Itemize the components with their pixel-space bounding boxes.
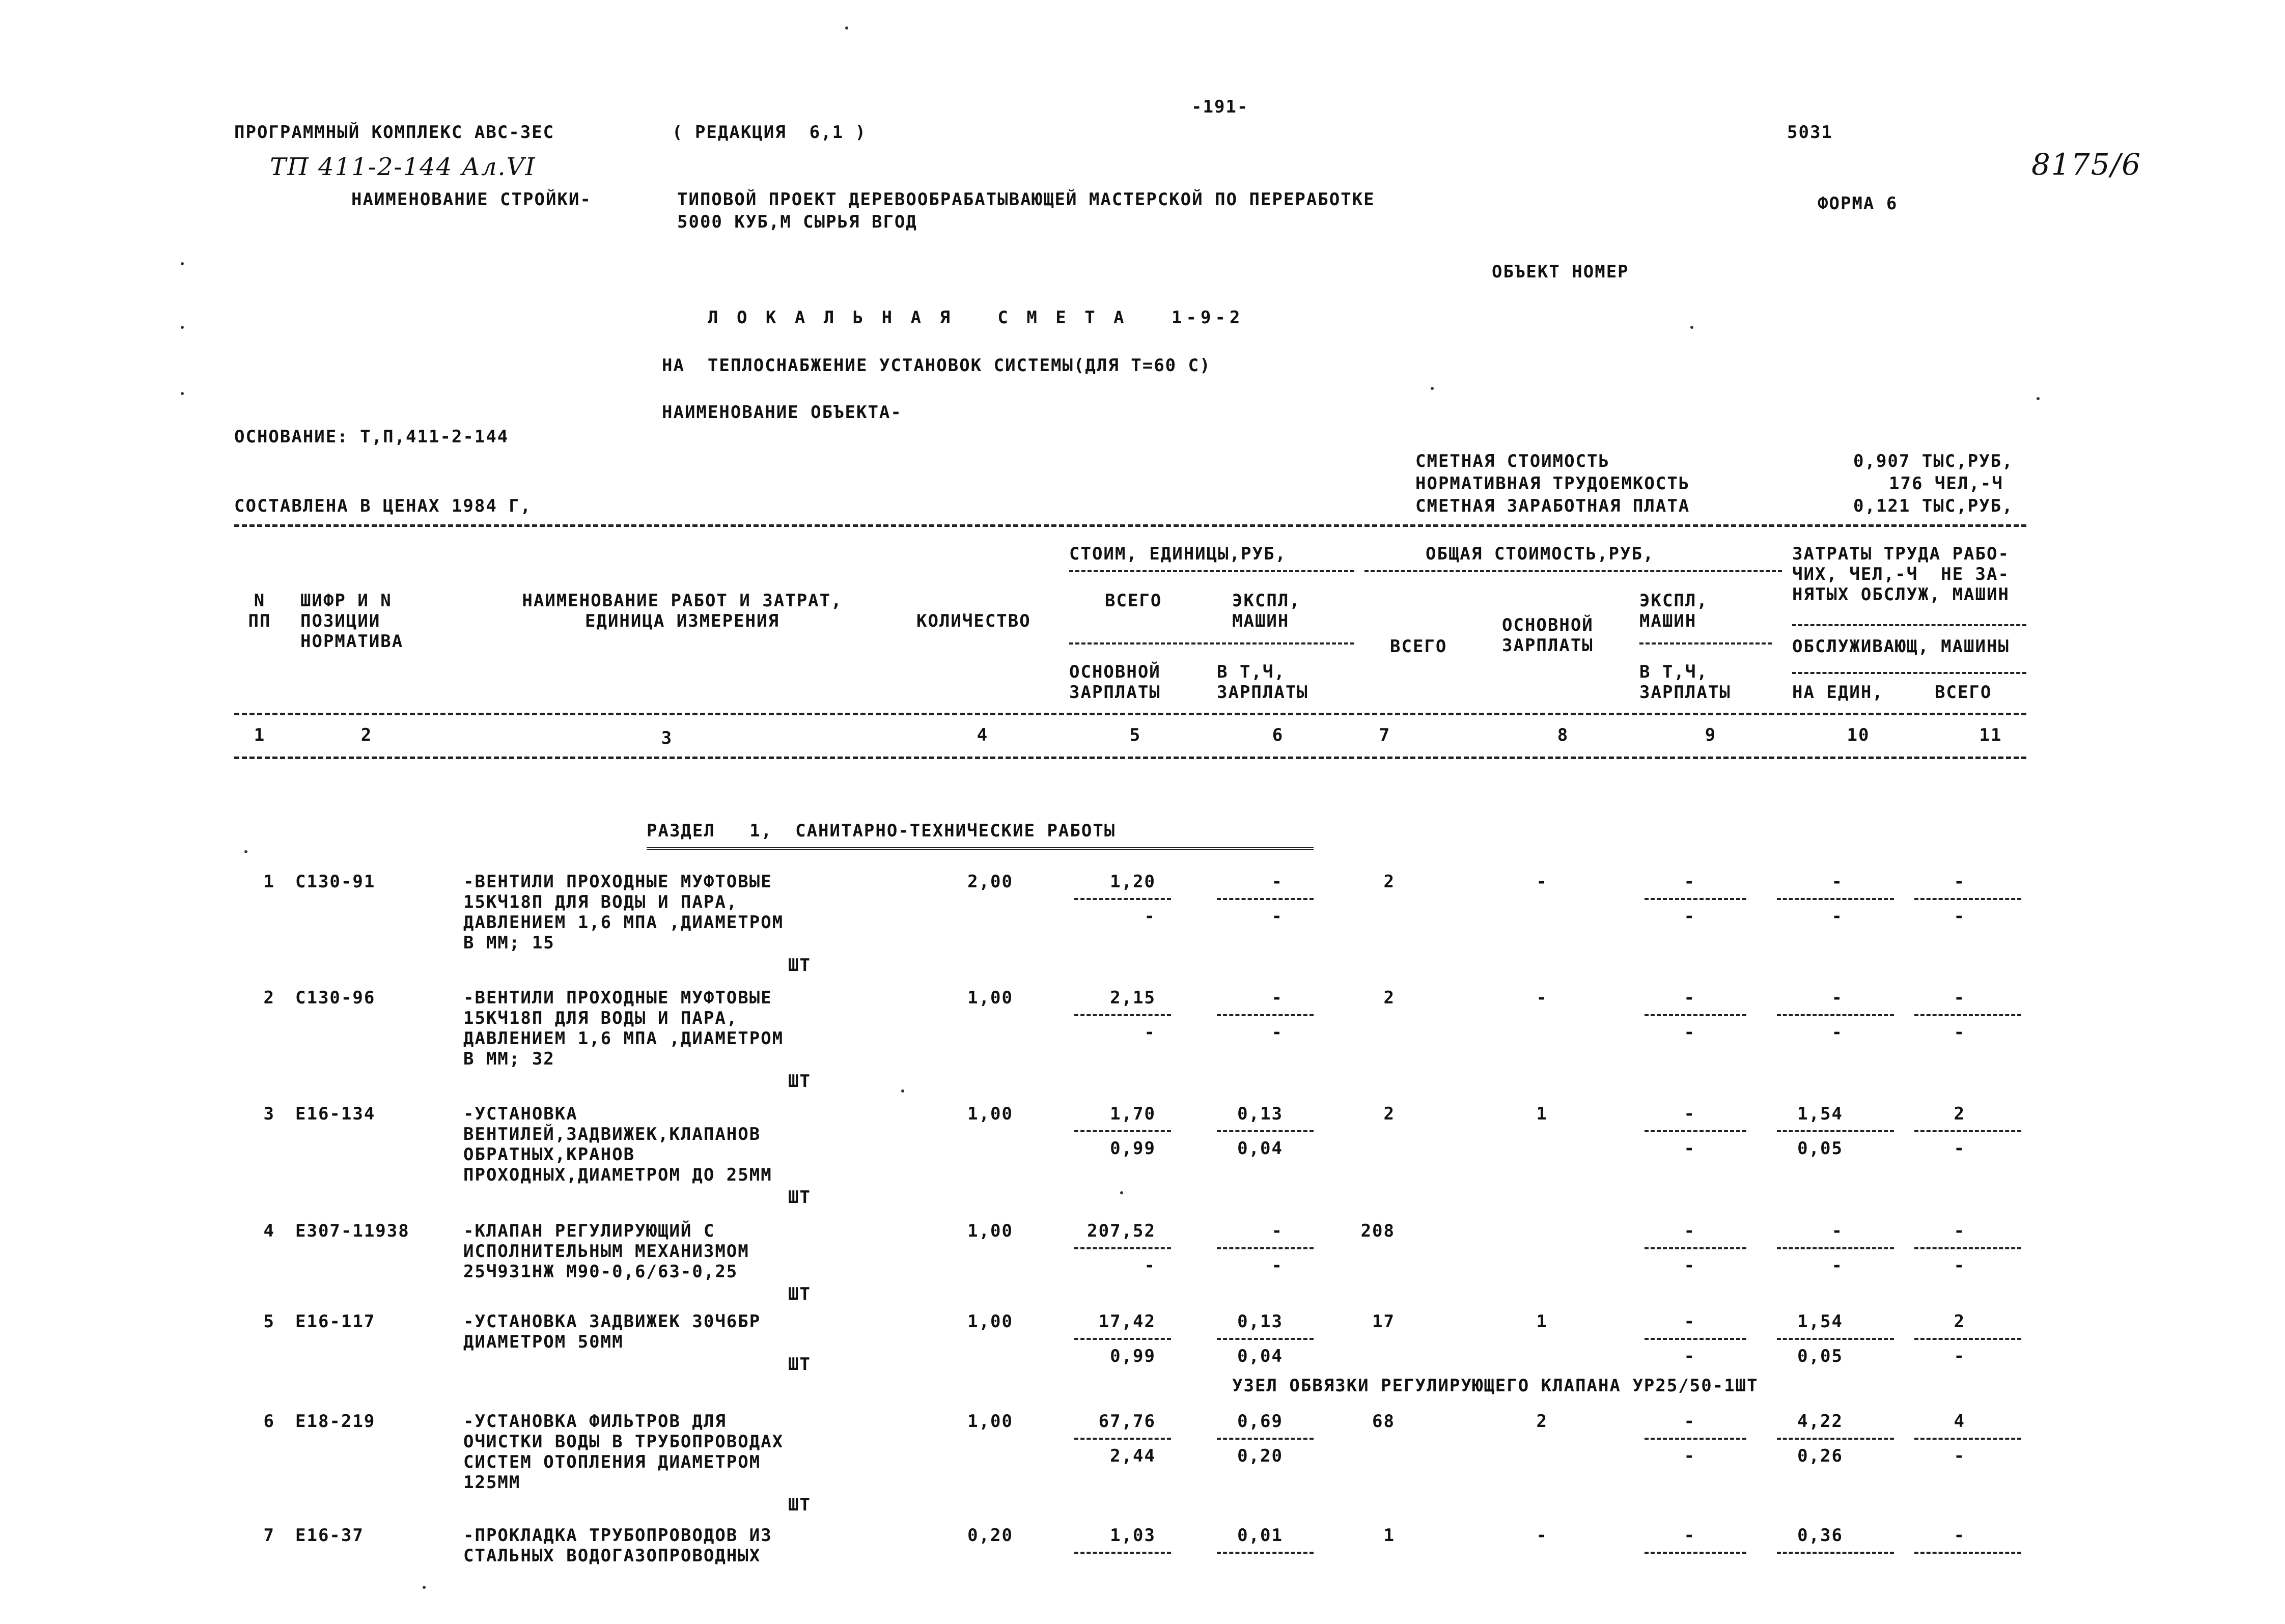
col-number-4: 4 [977,725,989,745]
table-numbers-rule [234,757,2026,759]
row-total-base: 2 [1536,1411,1548,1432]
row-quantity: 1,00 [967,1311,1013,1332]
scan-speck [181,392,184,395]
col-number-7: 7 [1379,725,1391,745]
handwritten-right: 8175/6 [2031,147,2142,182]
construction-line1: ТИПОВОЙ ПРОЕКТ ДЕРЕВООБРАБАТЫВАЮЩЕЙ МАСТЕРСКОЙ ПО ПЕРЕРАБОТКЕ [677,189,1375,210]
row-total-base: 1 [1536,1311,1548,1332]
row-name: -ПРОКЛАДКА ТРУБОПРОВОДОВ ИЗ СТАЛЬНЫХ ВОДОГАЗОПРОВОДНЫХ [463,1525,772,1566]
cell-divider [1074,1338,1171,1340]
program-name: ПРОГРАММНЫЙ КОМПЛЕКС АВС-3ЕС [234,122,555,143]
cell-divider [1645,898,1746,900]
divider [1792,624,2026,626]
col-header-qty: КОЛИЧЕСТВО [916,611,1031,631]
row-total-base: - [1536,988,1548,1008]
scan-speck [181,326,184,329]
row-total: 208 [1360,1221,1395,1241]
row-total-machines: - [1684,872,1695,892]
cell-divider [1914,1438,2021,1440]
col-number-2: 2 [360,725,373,745]
row-quantity: 0,20 [967,1525,1013,1546]
col-header-labor-unit: НА ЕДИН, [1792,682,1884,703]
row-unit-machines: - [1271,988,1283,1008]
row-unit-base-wage: 0,99 [1110,1346,1156,1366]
row-total: 2 [1383,988,1395,1008]
row-unit-base-wage: - [1144,1022,1156,1043]
row-labor-unit: - [1831,1221,1843,1241]
row-code: С130-91 [295,872,376,892]
divider [1639,642,1772,645]
row-number: 1 [263,872,275,892]
row-labor-unit-b: - [1831,1022,1843,1043]
scan-speck [1431,387,1434,390]
row-labor-total-b: - [1954,1022,1965,1043]
scan-speck [2037,397,2040,400]
cell-divider [1074,1438,1171,1440]
row-labor-total-b: - [1954,1138,1965,1159]
col-header-total-mach: ЭКСПЛ, МАШИН [1639,591,1708,631]
scan-speck [1120,1191,1123,1194]
row-unit: ШТ [788,1187,811,1208]
totals-value-1: 0,907 ТЫС,РУБ, [1853,451,2014,471]
cell-divider [1914,1247,2021,1249]
cell-divider [1645,1014,1746,1016]
scan-speck [181,262,184,265]
edition: ( РЕДАКЦИЯ 6,1 ) [672,122,867,143]
row-labor-total: 2 [1954,1311,1965,1332]
row-number: 6 [263,1411,275,1432]
col-header-n: N ПП [248,591,271,631]
code-right: 5031 [1787,122,1833,143]
cell-divider [1074,1552,1171,1554]
col-header-unit-mach: ЭКСПЛ, МАШИН [1232,591,1301,631]
cell-divider [1777,1438,1894,1440]
row-quantity: 1,00 [967,1104,1013,1124]
row-unit-incl-wage: 0,04 [1237,1138,1283,1159]
col-number-8: 8 [1557,725,1569,745]
row-labor-total: - [1954,872,1965,892]
row-total: 2 [1383,1104,1395,1124]
row-unit-total: 67,76 [1098,1411,1156,1432]
cell-divider [1217,1338,1314,1340]
row-labor-total: - [1954,1525,1965,1546]
row-total: 17 [1372,1311,1395,1332]
row-unit-machines: - [1271,872,1283,892]
row-labor-total: - [1954,988,1965,1008]
col-number-10: 10 [1847,725,1870,745]
row-name: -КЛАПАН РЕГУЛИРУЮЩИЙ С ИСПОЛНИТЕЛЬНЫМ МЕХАНИЗМОМ 25Ч931НЖ М90-0,6/63-0,25 [463,1221,749,1282]
row-total-machines: - [1684,988,1695,1008]
object-number: ОБЪЕКТ НОМЕР [1492,262,1629,282]
cell-divider [1777,898,1894,900]
cell-divider [1217,1014,1314,1016]
row-unit: ШТ [788,1354,811,1375]
cell-divider [1777,1014,1894,1016]
cell-divider [1217,1552,1314,1554]
row-labor-total-b: - [1954,1446,1965,1466]
cell-divider [1217,1438,1314,1440]
row-unit-incl-wage: - [1271,1022,1283,1043]
row-labor-unit: 1,54 [1797,1311,1843,1332]
section-underline [647,847,1314,852]
col-header-total-all: ВСЕГО [1390,636,1447,657]
row-unit-machines: 0,69 [1237,1411,1283,1432]
cell-divider [1074,1247,1171,1249]
row-unit-base-wage: - [1144,1255,1156,1276]
col-header-total-incl: В Т,Ч, ЗАРПЛАТЫ [1639,662,1731,703]
col-number-9: 9 [1705,725,1717,745]
col-number-5: 5 [1129,725,1141,745]
cell-divider [1074,1130,1171,1132]
col-header-unit-incl: В Т,Ч, ЗАРПЛАТЫ [1217,662,1308,703]
col-header-unit-total: ВСЕГО [1105,591,1162,611]
row-number: 3 [263,1104,275,1124]
divider [1069,642,1354,645]
row-quantity: 1,00 [967,1221,1013,1241]
cell-divider [1645,1438,1746,1440]
row-quantity: 2,00 [967,872,1013,892]
row-unit-total: 1,70 [1110,1104,1156,1124]
cell-divider [1914,1338,2021,1340]
row-labor-total-b: - [1954,1255,1965,1276]
col-number-1: 1 [254,725,266,745]
row-labor-unit: - [1831,988,1843,1008]
row-labor-unit: 4,22 [1797,1411,1843,1432]
row-name: -УСТАНОВКА ЗАДВИЖЕК 30Ч6БР ДИАМЕТРОМ 50ММ [463,1311,761,1352]
scan-speck [423,1586,426,1589]
row-total-incl-wage: - [1684,1138,1695,1159]
col-header-name: НАИМЕНОВАНИЕ РАБОТ И ЗАТРАТ, ЕДИНИЦА ИЗМЕРЕНИЯ [522,591,843,631]
col-number-3: 3 [661,728,673,748]
scan-speck [1690,326,1693,329]
row-unit: ШТ [788,1284,811,1304]
cell-divider [1217,1247,1314,1249]
row-code: Е18-219 [295,1411,376,1432]
divider [1792,672,2026,674]
row-total-incl-wage: - [1684,1446,1695,1466]
row-number: 7 [263,1525,275,1546]
row-labor-unit-b: 0,05 [1797,1346,1843,1366]
cell-divider [1914,898,2021,900]
row-total: 1 [1383,1525,1395,1546]
row-unit-base-wage: 2,44 [1110,1446,1156,1466]
row-unit-base-wage: 0,99 [1110,1138,1156,1159]
estimate-title: Л О К А Л Ь Н А Я С М Е Т А 1-9-2 [708,307,1244,328]
cell-divider [1777,1552,1894,1554]
row-unit-total: 17,42 [1098,1311,1156,1332]
row-total-incl-wage: - [1684,906,1695,927]
totals-label-2: НОРМАТИВНАЯ ТРУДОЕМКОСТЬ [1415,473,1690,494]
row-unit-incl-wage: - [1271,906,1283,927]
form-label: ФОРМА 6 [1818,193,1898,214]
totals-label-3: СМЕТНАЯ ЗАРАБОТНАЯ ПЛАТА [1415,496,1690,516]
totals-label-1: СМЕТНАЯ СТОИМОСТЬ [1415,451,1610,471]
row-unit-machines: 0,01 [1237,1525,1283,1546]
col-header-total-base: ОСНОВНОЙ ЗАРПЛАТЫ [1502,615,1594,656]
cell-divider [1217,898,1314,900]
row-total-incl-wage: - [1684,1255,1695,1276]
handwritten-left: ТП 411-2-144 Ал.VI [270,153,536,181]
cell-divider [1777,1247,1894,1249]
row-total-machines: - [1684,1104,1695,1124]
row-total-machines: - [1684,1311,1695,1332]
prices-note: СОСТАВЛЕНА В ЦЕНАХ 1984 Г, [234,496,532,516]
col-header-total-cost: ОБЩАЯ СТОИМОСТЬ,РУБ, [1426,544,1655,564]
row-unit: ШТ [788,955,811,975]
row-labor-total-b: - [1954,1346,1965,1366]
node-note: УЗЕЛ ОБВЯЗКИ РЕГУЛИРУЮЩЕГО КЛАПАНА УР25/50-1ШТ [1232,1376,1759,1396]
cell-divider [1777,1338,1894,1340]
row-total-machines: - [1684,1525,1695,1546]
row-total-machines: - [1684,1411,1695,1432]
cell-divider [1074,898,1171,900]
col-header-code: ШИФР И N ПОЗИЦИИ НОРМАТИВА [300,591,404,652]
table-header-rule [234,713,2026,715]
row-labor-total: 2 [1954,1104,1965,1124]
estimate-subject: НА ТЕПЛОСНАБЖЕНИЕ УСТАНОВОК СИСТЕМЫ(ДЛЯ Т=60 С) [662,355,1211,376]
row-total-base: - [1536,1525,1548,1546]
row-unit-incl-wage: 0,04 [1237,1346,1283,1366]
col-header-labor: ЗАТРАТЫ ТРУДА РАБО- ЧИХ, ЧЕЛ,-Ч НЕ ЗА- НЯТЫХ ОБСЛУЖ, МАШИН [1792,544,2010,605]
cell-divider [1217,1130,1314,1132]
totals-value-3: 0,121 ТЫС,РУБ, [1853,496,2014,516]
row-number: 2 [263,988,275,1008]
row-unit-machines: 0,13 [1237,1311,1283,1332]
row-labor-total-b: - [1954,906,1965,927]
row-code: Е307-11938 [295,1221,410,1241]
row-unit-total: 2,15 [1110,988,1156,1008]
col-header-labor-sub: ОБСЛУЖИВАЮЩ, МАШИНЫ [1792,636,2010,657]
col-header-labor-all: ВСЕГО [1935,682,1992,703]
row-total-incl-wage: - [1684,1022,1695,1043]
cell-divider [1777,1130,1894,1132]
cell-divider [1914,1130,2021,1132]
construction-line2: 5000 КУБ,М СЫРЬЯ ВГОД [677,212,917,232]
row-unit-total: 207,52 [1087,1221,1156,1241]
totals-value-2: 176 ЧЕЛ,-Ч [1889,473,2003,494]
cell-divider [1074,1014,1171,1016]
col-header-unit-base: ОСНОВНОЙ ЗАРПЛАТЫ [1069,662,1161,703]
cell-divider [1645,1247,1746,1249]
col-number-11: 11 [1979,725,2002,745]
row-total-base: 1 [1536,1104,1548,1124]
row-code: Е16-37 [295,1525,364,1546]
table-top-rule [234,524,2026,527]
row-labor-unit-b: - [1831,906,1843,927]
row-name: -ВЕНТИЛИ ПРОХОДНЫЕ МУФТОВЫЕ 15КЧ18П ДЛЯ ВОДЫ И ПАРА, ДАВЛЕНИЕМ 1,6 МПА ,ДИАМЕТРОМ В ММ; 15 [463,872,784,953]
row-code: Е16-117 [295,1311,376,1332]
row-name: -ВЕНТИЛИ ПРОХОДНЫЕ МУФТОВЫЕ 15КЧ18П ДЛЯ ВОДЫ И ПАРА, ДАВЛЕНИЕМ 1,6 МПА ,ДИАМЕТРОМ В ММ; 32 [463,988,784,1069]
row-labor-unit-b: - [1831,1255,1843,1276]
row-labor-unit-b: 0,26 [1797,1446,1843,1466]
cell-divider [1645,1338,1746,1340]
scan-speck [901,1089,904,1093]
row-labor-unit: - [1831,872,1843,892]
row-unit-base-wage: - [1144,906,1156,927]
row-labor-total: - [1954,1221,1965,1241]
row-name: -УСТАНОВКА ВЕНТИЛЕЙ,ЗАДВИЖЕК,КЛАПАНОВ ОБРАТНЫХ,КРАНОВ ПРОХОДНЫХ,ДИАМЕТРОМ ДО 25ММ [463,1104,772,1185]
cell-divider [1645,1130,1746,1132]
row-total-machines: - [1684,1221,1695,1241]
basis: ОСНОВАНИЕ: Т,П,411-2-144 [234,427,509,447]
row-labor-unit: 0,36 [1797,1525,1843,1546]
cell-divider [1645,1552,1746,1554]
row-unit-machines: 0,13 [1237,1104,1283,1124]
row-labor-unit: 1,54 [1797,1104,1843,1124]
row-code: С130-96 [295,988,376,1008]
col-number-6: 6 [1272,725,1284,745]
row-labor-total: 4 [1954,1411,1965,1432]
construction-label: НАИМЕНОВАНИЕ СТРОЙКИ- [351,189,592,210]
row-unit-total: 1,03 [1110,1525,1156,1546]
col-header-unit-cost: СТОИМ, ЕДИНИЦЫ,РУБ, [1069,544,1287,564]
row-unit-incl-wage: 0,20 [1237,1446,1283,1466]
page-number: -191- [1191,97,1249,117]
scan-speck [845,26,848,30]
object-name-label: НАИМЕНОВАНИЕ ОБЪЕКТА- [662,402,902,423]
row-unit-machines: - [1271,1221,1283,1241]
row-quantity: 1,00 [967,1411,1013,1432]
row-unit: ШТ [788,1495,811,1515]
row-total: 2 [1383,872,1395,892]
divider [1069,570,1354,572]
cell-divider [1914,1014,2021,1016]
row-total-base: - [1536,872,1548,892]
row-unit: ШТ [788,1071,811,1091]
scan-speck [244,850,247,853]
row-total: 68 [1372,1411,1395,1432]
section-title: РАЗДЕЛ 1, САНИТАРНО-ТЕХНИЧЕСКИЕ РАБОТЫ [647,821,1116,841]
row-number: 5 [263,1311,275,1332]
row-unit-incl-wage: - [1271,1255,1283,1276]
row-name: -УСТАНОВКА ФИЛЬТРОВ ДЛЯ ОЧИСТКИ ВОДЫ В ТРУБОПРОВОДАХ СИСТЕМ ОТОПЛЕНИЯ ДИАМЕТРОМ 125ММ [463,1411,784,1493]
row-unit-total: 1,20 [1110,872,1156,892]
cell-divider [1914,1552,2021,1554]
row-total-incl-wage: - [1684,1346,1695,1366]
row-quantity: 1,00 [967,988,1013,1008]
row-number: 4 [263,1221,275,1241]
row-code: Е16-134 [295,1104,376,1124]
row-labor-unit-b: 0,05 [1797,1138,1843,1159]
divider [1364,570,1782,572]
